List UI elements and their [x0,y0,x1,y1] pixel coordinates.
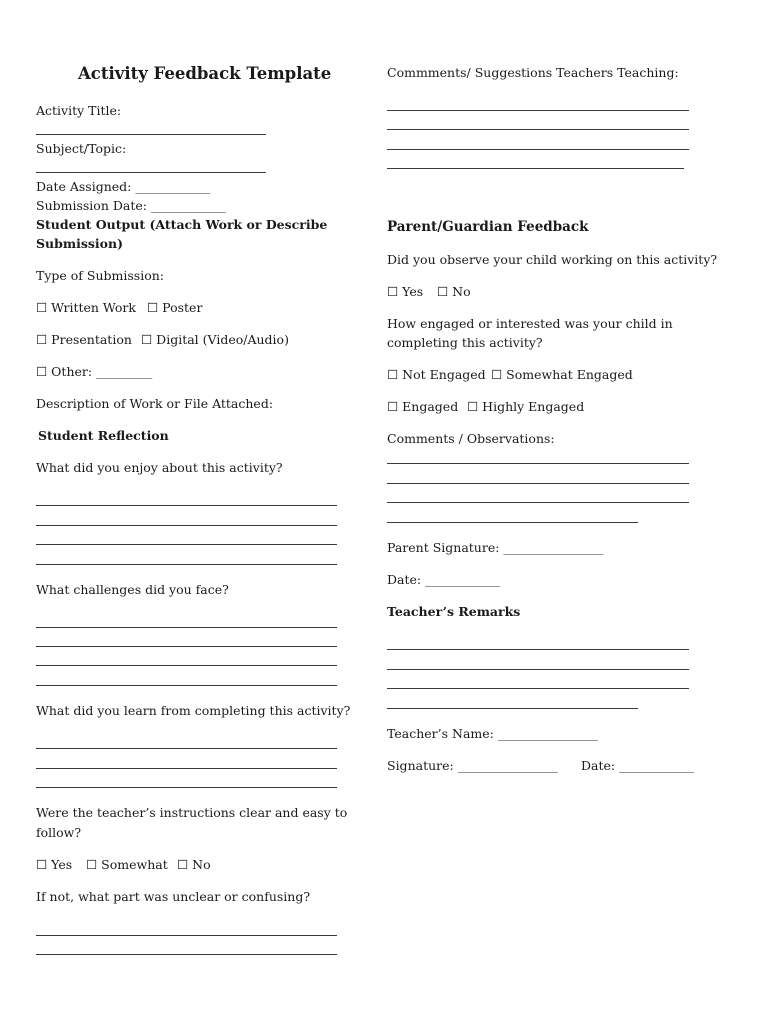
answer-line[interactable] [36,627,337,628]
observe-question: Did you observe your child working on this activity? [387,252,718,267]
checkbox-written-work[interactable]: ☐ Written Work [36,300,136,315]
answer-line[interactable] [387,110,689,111]
challenges-question: What challenges did you face? [36,582,229,597]
instructions-question-cont: follow? [36,825,82,840]
teachers-name-label[interactable]: Teacher’s Name: ________________ [387,726,598,741]
student-output-heading: Student Output (Attach Work or Describe [36,217,328,232]
answer-line[interactable] [36,748,337,749]
checkbox-somewhat[interactable]: ☐ Somewhat [86,857,168,872]
learn-question: What did you learn from completing this activity? [36,703,351,718]
student-reflection-heading: Student Reflection [38,428,169,443]
answer-line[interactable] [387,463,689,464]
answer-line[interactable] [387,483,689,484]
answer-line[interactable] [387,688,689,689]
parent-date-label[interactable]: Date: ____________ [387,572,501,587]
answer-line[interactable] [36,665,337,666]
answer-line[interactable] [36,544,337,545]
checkbox-engaged[interactable]: ☐ Engaged [387,399,459,414]
answer-line[interactable] [387,149,689,150]
activity-title-label: Activity Title: [36,103,122,118]
teacher-signature-label[interactable]: Signature: ________________ [387,758,558,773]
parent-signature-label[interactable]: Parent Signature: ________________ [387,540,604,555]
comments-observations-label: Comments / Observations: [387,431,555,446]
answer-line[interactable] [36,787,337,788]
instructions-question: Were the teacher’s instructions clear and easy to [36,805,348,820]
student-output-heading-cont: Submission) [36,236,123,251]
description-label: Description of Work or File Attached: [36,396,274,411]
checkbox-parent-no[interactable]: ☐ No [437,284,471,299]
teacher-date-label[interactable]: Date: ____________ [581,758,695,773]
answer-line[interactable] [36,768,337,769]
checkbox-not-engaged[interactable]: ☐ Not Engaged [387,367,486,382]
teacher-comments-label: Commments/ Suggestions Teachers Teaching: [387,65,679,80]
date-assigned-label: Date Assigned: ____________ [36,179,211,194]
checkbox-highly-engaged[interactable]: ☐ Highly Engaged [467,399,585,414]
answer-line[interactable] [387,522,638,523]
answer-line[interactable] [387,708,638,709]
checkbox-no[interactable]: ☐ No [177,857,211,872]
answer-line[interactable] [36,505,337,506]
checkbox-other[interactable]: ☐ Other: _________ [36,364,153,379]
answer-line[interactable] [36,935,337,936]
subject-topic-line[interactable] [36,172,266,173]
answer-line[interactable] [36,525,337,526]
answer-line[interactable] [387,502,689,503]
checkbox-parent-yes[interactable]: ☐ Yes [387,284,424,299]
answer-line[interactable] [36,685,337,686]
answer-line[interactable] [36,954,337,955]
answer-line[interactable] [387,669,689,670]
answer-line[interactable] [387,129,689,130]
activity-title-line[interactable] [36,134,266,135]
enjoy-question: What did you enjoy about this activity? [36,460,283,475]
engaged-question: How engaged or interested was your child in [387,316,673,331]
checkbox-somewhat-engaged[interactable]: ☐ Somewhat Engaged [491,367,633,382]
submission-date-label: Submission Date: ____________ [36,198,226,213]
answer-line[interactable] [387,649,689,650]
type-of-submission-label: Type of Submission: [36,268,164,283]
checkbox-digital[interactable]: ☐ Digital (Video/Audio) [141,332,289,347]
checkbox-yes[interactable]: ☐ Yes [36,857,73,872]
parent-feedback-heading: Parent/Guardian Feedback [387,219,589,235]
answer-line[interactable] [36,564,337,565]
subject-topic-label: Subject/Topic: [36,141,127,156]
answer-line[interactable] [36,646,337,647]
checkbox-poster[interactable]: ☐ Poster [147,300,203,315]
checkbox-presentation[interactable]: ☐ Presentation [36,332,132,347]
unclear-question: If not, what part was unclear or confusing? [36,889,311,904]
engaged-question-cont: completing this activity? [387,335,543,350]
teachers-remarks-heading: Teacher’s Remarks [387,604,521,619]
page-title: Activity Feedback Template [78,64,332,83]
answer-line[interactable] [387,168,684,169]
